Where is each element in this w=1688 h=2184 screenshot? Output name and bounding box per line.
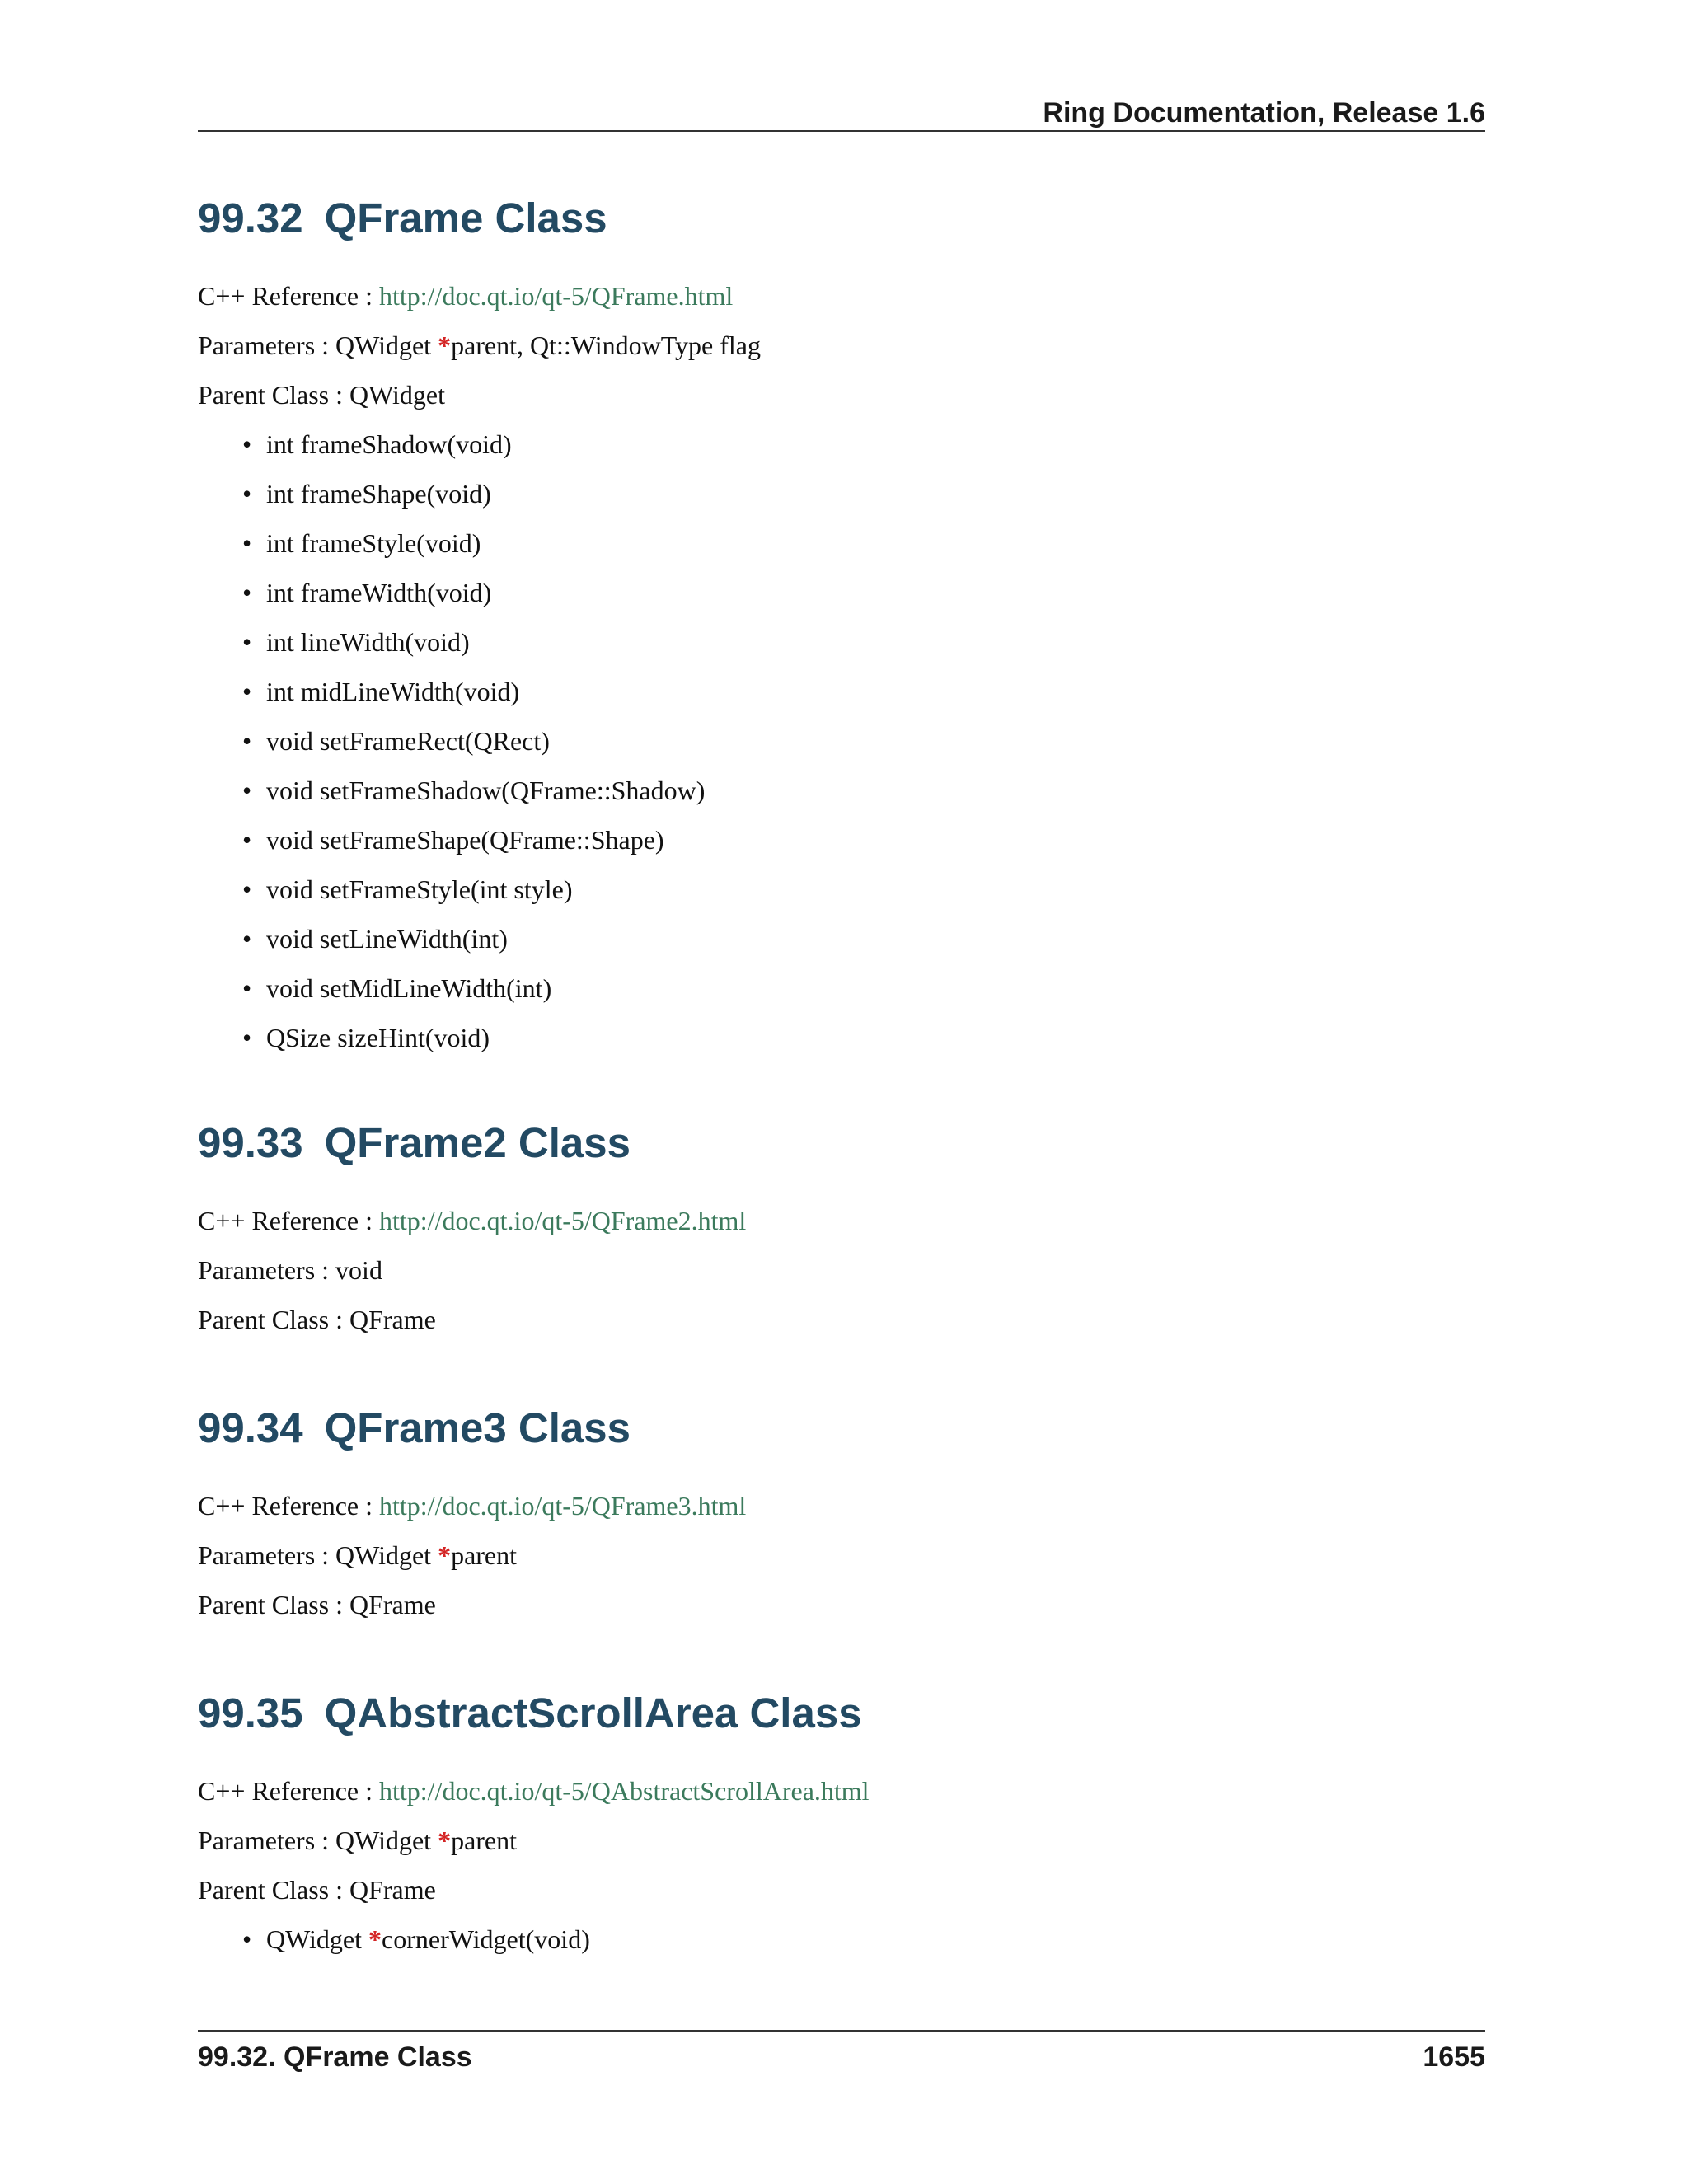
list-item: • int frameWidth(void) bbox=[242, 578, 492, 607]
section-qabstractscrollarea bbox=[198, 1689, 1485, 1964]
list-item: • void setFrameShadow(QFrame::Shadow) bbox=[242, 776, 706, 805]
parent-class: Parent Class : QFrame bbox=[198, 1875, 436, 1905]
section-heading: 99.34 QFrame3 Class bbox=[198, 1404, 631, 1451]
section-qframe bbox=[198, 194, 1485, 1062]
cpp-reference: C++ Reference : http://doc.qt.io/qt-5/QFrame.html bbox=[198, 281, 734, 311]
reference-link[interactable]: http://doc.qt.io/qt-5/QFrame2.html bbox=[379, 1206, 747, 1235]
section-heading: 99.32 QFrame Class bbox=[198, 194, 607, 241]
reference-link[interactable]: http://doc.qt.io/qt-5/QFrame3.html bbox=[379, 1491, 747, 1521]
method-list bbox=[198, 1915, 1485, 1964]
list-item: • void setFrameStyle(int style) bbox=[242, 874, 573, 904]
list-item: • void setMidLineWidth(int) bbox=[242, 973, 552, 1003]
section-qframe3 bbox=[198, 1404, 1485, 1629]
list-item: • void setLineWidth(int) bbox=[242, 924, 508, 954]
parent-class: Parent Class : QFrame bbox=[198, 1305, 436, 1334]
list-item: • int lineWidth(void) bbox=[242, 627, 470, 657]
footer-section-title: 99.32. QFrame Class bbox=[198, 2041, 472, 2073]
parent-class: Parent Class : QFrame bbox=[198, 1590, 436, 1619]
parameters: Parameters : void bbox=[198, 1255, 382, 1285]
section-heading: 99.33 QFrame2 Class bbox=[198, 1119, 631, 1166]
document-title: Ring Documentation, Release 1.6 bbox=[1043, 97, 1485, 129]
parameters: Parameters : QWidget *parent bbox=[198, 1825, 518, 1855]
section-qframe2 bbox=[198, 1118, 1485, 1344]
cpp-reference: C++ Reference : http://doc.qt.io/qt-5/QFrame2.html bbox=[198, 1206, 747, 1235]
list-item: • int frameShadow(void) bbox=[242, 429, 512, 459]
list-item: • int midLineWidth(void) bbox=[242, 677, 520, 706]
method-list bbox=[198, 419, 1485, 1062]
list-item: • QWidget *cornerWidget(void) bbox=[242, 1924, 590, 1954]
list-item: • int frameStyle(void) bbox=[242, 528, 481, 558]
list-item: • QSize sizeHint(void) bbox=[242, 1023, 490, 1052]
cpp-reference: C++ Reference : http://doc.qt.io/qt-5/QFrame3.html bbox=[198, 1491, 747, 1521]
parent-class: Parent Class : QWidget bbox=[198, 380, 445, 410]
page-number: 1655 bbox=[1423, 2041, 1485, 2073]
section-heading: 99.35 QAbstractScrollArea Class bbox=[198, 1690, 862, 1736]
page-footer bbox=[198, 2030, 1485, 2081]
reference-link[interactable]: http://doc.qt.io/qt-5/QAbstractScrollArea.html bbox=[379, 1776, 870, 1806]
list-item: • void setFrameShape(QFrame::Shape) bbox=[242, 825, 664, 855]
page-header bbox=[198, 89, 1485, 132]
parameters: Parameters : QWidget *parent bbox=[198, 1540, 518, 1570]
reference-link[interactable]: http://doc.qt.io/qt-5/QFrame.html bbox=[379, 281, 734, 311]
parameters: Parameters : QWidget *parent, Qt::WindowType flag bbox=[198, 330, 761, 360]
list-item: • void setFrameRect(QRect) bbox=[242, 726, 550, 756]
list-item: • int frameShape(void) bbox=[242, 479, 491, 509]
cpp-reference: C++ Reference : http://doc.qt.io/qt-5/QAbstractScrollArea.html bbox=[198, 1776, 870, 1806]
